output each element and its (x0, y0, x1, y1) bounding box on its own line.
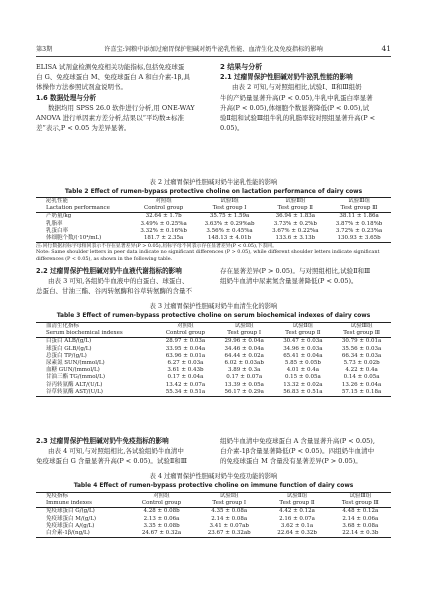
page-number: 41 (381, 44, 391, 53)
table-cell: 66.34 ± 0.03a (341, 352, 382, 359)
table-cell: 免疫球蛋白 G/(g/L) (46, 508, 95, 515)
table-header: 试验Ⅰ组 (219, 493, 239, 499)
paragraph-line: 差”表示,P < 0.05 为差异显著。 (36, 124, 131, 133)
running-header (36, 44, 391, 56)
table-row (36, 530, 391, 538)
paragraph-line: 总蛋白、甘油三酯、谷丙转氨酶和谷草转氨酶的含量不 (36, 287, 192, 296)
table-cell: 148.13 ± 4.01b (207, 235, 252, 242)
paragraph-line: 组奶牛血清中尿素氮含量显著降低(P < 0.05)。 (220, 277, 358, 286)
table-cell: 13.39 ± 0.05a (224, 381, 264, 388)
table-cell: 3.41 ± 0.07ab (209, 522, 249, 529)
table-cell: 22.14 ± 0.3b (342, 530, 379, 537)
table-cell: 5.85 ± 0.05b (284, 360, 321, 367)
table-cell: 尿素氮 SUN/(mmol/L) (46, 360, 105, 367)
table-cell: 65.41 ± 0.04a (283, 352, 323, 359)
table-cell: 63.96 ± 0.01a (165, 352, 206, 359)
table-cell: 白介素-1β/(ng/L) (46, 530, 90, 537)
table-row (36, 346, 391, 353)
table-header: 试验Ⅲ组 (350, 323, 373, 329)
table-cell: 13.26 ± 0.04a (341, 381, 382, 388)
table-row (36, 338, 391, 346)
right-column-top (220, 62, 392, 133)
table-cell: 免疫球蛋白 A/(g/L) (46, 522, 95, 529)
table-header: Lactation performance (46, 205, 110, 212)
table-cell: 4.01 ± 0.4a (286, 367, 320, 374)
table-cell: 血糖 GUN/(mmol/L) (46, 367, 100, 374)
table-cell: 体细胞个数/(·10⁴/mL) (46, 235, 102, 242)
section-2-3-left (36, 436, 212, 467)
table-cell: 3.35 ± 0.08b (143, 522, 180, 529)
table-header: 试验Ⅱ组 (292, 323, 314, 329)
table-cell: 22.64 ± 0.32b (277, 530, 317, 537)
table2 (36, 197, 391, 243)
table-cell: 免疫球蛋白 M/(g/L) (46, 515, 97, 522)
table2-note-en: Note: Same shoulder letters in peer data indicate no significant differences (P > 0.05), while different shoulder letters indicate significant differences (P < 0.05), as shown in the following table. (36, 249, 380, 262)
table2-caption (36, 179, 391, 196)
table-cell: 3.32% ± 0.16%b (140, 227, 187, 234)
table-cell: 38.11 ± 1.86a (339, 213, 379, 220)
table-cell: 35.56 ± 0.03a (341, 345, 382, 352)
table-header: Test group Ⅲ (340, 205, 378, 212)
table2-caption-cn: 表 2 过瘤胃保护性胆碱对奶牛泌乳性能的影响 (149, 179, 278, 186)
table-header: Test group Ⅱ (279, 500, 315, 507)
table-row (36, 353, 391, 360)
table2-note-cn: 注:同行数据肩标字母相同表示不存在显著差异(P > 0.05),肩标字母不同表示存在显著差异(P < 0.05),下表同。 (36, 243, 278, 249)
table-cell: 6.02 ± 0.03ab (224, 360, 264, 367)
table4-caption-en: Table 4 Effect of rumen-bypass protective choline on immune function of dairy cows (73, 482, 354, 489)
table-header: Control group (141, 500, 182, 507)
table-row (36, 389, 391, 397)
paragraph-line: 由表 3 可知,各组奶牛血液中的白蛋白、球蛋白、 (48, 277, 189, 286)
table-header: 试验Ⅲ组 (348, 198, 370, 204)
paragraph-line: 体操作方法参照试剂盒说明书。 (36, 83, 127, 92)
section-heading-2-2: 2.2 过瘤胃保护性胆碱对奶牛血液代谢指标的影响 (36, 267, 182, 275)
table-cell: 3.63% ± 0.29%ab (204, 220, 255, 227)
table-header: 试验Ⅲ组 (349, 493, 372, 499)
paragraph-line: 数据均用 SPSS 26.0 软件进行分析,用 ONE-WAY (48, 103, 195, 112)
table-cell: 4.48 ± 0.12a (342, 508, 379, 515)
table-row (36, 374, 391, 381)
table-cell: 32.64 ± 1.7b (145, 213, 182, 220)
table-cell: 谷丙转氨酶 ALT/(U/L) (46, 381, 103, 388)
table-cell: 56.17 ± 0.29a (224, 388, 264, 395)
table-cell: 3.73% ± 0.2%b (273, 220, 317, 227)
table-cell: 2.16 ± 0.07a (279, 515, 315, 522)
table-header: Test group Ⅱ (277, 205, 313, 212)
left-column-top (36, 62, 208, 133)
table-header: 试验Ⅱ组 (286, 493, 308, 499)
table-cell: 3.62 ± 0.1a (280, 522, 314, 529)
table-row (36, 221, 391, 228)
section-heading-2-1: 2.1 过瘤胃保护性胆碱对奶牛泌乳性能的影响 (220, 73, 353, 82)
section-heading-1-6: 1.6 数据处理与分析 (36, 93, 97, 102)
table-header: 对照组 (153, 493, 170, 499)
table-header: 试验Ⅱ组 (285, 198, 306, 204)
table-cell: 181.7 ± 2.35a (143, 235, 184, 242)
table-cell: 57.15 ± 0.18a (341, 388, 382, 395)
table-header: Control group (165, 330, 206, 337)
table-cell: 2.13 ± 0.06a (143, 515, 180, 522)
section-2-2-right (220, 266, 392, 286)
table-row (36, 228, 391, 235)
table3-caption-cn: 表 3 过瘤胃保护性胆碱对奶牛血清生化的影响 (149, 303, 278, 310)
table-cell: 3.49% ± 0.25%a (140, 220, 187, 227)
table-cell: 乳蛋白率 (46, 227, 69, 234)
table-header: Test group Ⅰ (227, 330, 262, 337)
section-2-2-left (36, 266, 212, 297)
table-header: Test group Ⅲ (341, 500, 379, 507)
table-cell: 24.67 ± 0.32a (141, 530, 182, 537)
table-cell: 35.75 ± 1.59a (209, 213, 250, 220)
table-row (36, 516, 391, 523)
header-rule (36, 56, 391, 57)
table-cell: 4.22 ± 0.4a (345, 367, 378, 374)
table3-caption (36, 303, 391, 320)
table-cell: 2.14 ± 0.08a (211, 515, 248, 522)
table-row (36, 213, 391, 221)
table-cell: 4.35 ± 0.08a (211, 508, 248, 515)
table-cell: 0.17 ± 0.04a (167, 374, 204, 381)
paragraph-line: 组奶牛血清中免疫球蛋白 A 含量显著升高(P < 0.05), (220, 437, 375, 445)
table-header: 血清生化指标 (46, 323, 80, 329)
table-cell: 0.15 ± 0.05a (284, 374, 321, 381)
table-cell: 133.6 ± 3.13b (275, 235, 316, 242)
paragraph-line: ANOVA 进行单因素方差分析,结果以“平均数±标准 (36, 114, 184, 123)
table-cell: 总蛋白 TP/(g/L) (46, 352, 87, 359)
table-cell: 谷草转氨酶 AST/(U/L) (46, 388, 103, 395)
table-cell: 球蛋白 GLB/(g/L) (46, 345, 92, 352)
paragraph-line: 验Ⅱ组和试验Ⅲ组牛乳的乳脂率较对照组显著升高(P < (220, 114, 376, 123)
table-cell: 34.46 ± 0.04a (224, 345, 264, 352)
table-cell: 甘油三酯 TG/(mmol/L) (46, 374, 105, 381)
table-header: 对照组 (155, 198, 172, 204)
table-cell: 2.14 ± 0.06a (342, 515, 379, 522)
table-header: 对照组 (177, 323, 194, 329)
table-cell: 55.34 ± 0.51a (165, 388, 206, 395)
table3-caption-en: Table 3 Effect of rumen-bypass protective choline on serum biochemical indexes of dairy cows (56, 312, 371, 319)
paragraph-line: 白 G、免疫球蛋白 M、免疫球蛋白 A 和白介素-1β,具 (36, 73, 190, 82)
paragraph-line: 0.05)。 (220, 124, 244, 133)
table-cell: 130.93 ± 3.65b (337, 235, 381, 242)
paragraph-line: 由表 4 可知,与对照组相比,各试验组奶牛血清中 (48, 447, 184, 456)
table-cell: 36.94 ± 1.83a (275, 213, 316, 220)
table-cell: 0.17 ± 0.07a (226, 374, 263, 381)
table-cell: 28.97 ± 0.03a (165, 338, 206, 345)
section-2-3-right (220, 436, 392, 467)
paragraph-line: 存在显著差异(P > 0.05)。与对照组相比,试验Ⅱ和Ⅲ (220, 267, 371, 275)
table-cell: 4.42 ± 0.12a (279, 508, 315, 515)
table-header: 泌乳性能 (46, 198, 69, 204)
table-row (36, 523, 391, 530)
running-title: 许喜宝:饲粮中添加过瘤胃保护胆碱对奶牛泌乳性能、血清生化及免疫指标的影响 (104, 46, 323, 53)
table-cell: 5.73 ± 0.02b (343, 360, 380, 367)
table-cell: 13.32 ± 0.02a (283, 381, 323, 388)
table-cell: 3.56% ± 0.45%a (206, 227, 253, 234)
paragraph-line: 免疫球蛋白 G 含量显著升高(P < 0.05)。试验Ⅱ和Ⅲ (36, 457, 188, 466)
table-cell: 乳脂率 (46, 220, 63, 227)
table-row (36, 235, 391, 243)
table-row (36, 508, 391, 516)
table-cell: 29.96 ± 0.04a (224, 338, 264, 345)
table-cell: 3.67% ± 0.22%a (272, 227, 319, 234)
table-cell: 0.14 ± 0.05a (343, 374, 380, 381)
table2-caption-en: Table 2 Effect of rumen-bypass protective choline on lactation performance of dairy cows (64, 188, 363, 195)
table4-caption (36, 473, 391, 490)
section-heading-2-3: 2.3 过瘤胃保护性胆碱对奶牛免疫指标的影响 (36, 437, 169, 445)
table4 (36, 492, 391, 538)
table3 (36, 322, 391, 397)
table-cell: 3.61 ± 0.43b (167, 367, 204, 374)
table-cell: 4.28 ± 0.08b (143, 508, 180, 515)
table-header: Test group Ⅱ (285, 330, 321, 337)
table-header: 试验Ⅰ组 (220, 198, 239, 204)
table-cell: 3.89 ± 0.3a (227, 367, 261, 374)
table-row (36, 382, 391, 389)
table-cell: 3.68 ± 0.08a (342, 522, 379, 529)
table-header: Test group Ⅰ (212, 205, 247, 212)
table-cell: 64.44 ± 0.02a (224, 352, 264, 359)
table-cell: 30.79 ± 0.01a (341, 338, 382, 345)
table-cell: 13.42 ± 0.07a (165, 381, 206, 388)
table4-caption-cn: 表 4 过瘤胃保护性胆碱对奶牛免疫功能的影响 (149, 473, 278, 480)
table-cell: 56.83 ± 0.51a (283, 388, 323, 395)
table-header: 试验Ⅰ组 (234, 323, 254, 329)
table-cell: 6.27 ± 0.03a (167, 360, 204, 367)
paragraph-line: 的免疫球蛋白 M 含量没有显著差异(P > 0.05)。 (220, 457, 362, 466)
table-cell: 34.96 ± 0.03a (283, 345, 323, 352)
table2-note (36, 243, 391, 262)
table-header: Immune indexes (46, 500, 92, 507)
table-cell: 白蛋白 ALB/(g/L) (46, 338, 92, 345)
table-cell: 产奶量/kg (46, 213, 72, 220)
table-cell: 3.87% ± 0.18%b (335, 220, 383, 227)
table-cell: 3.72% ± 0.23%a (335, 227, 383, 234)
table-header: 免疫指标 (46, 493, 69, 499)
table-header: Test group Ⅰ (212, 500, 247, 507)
table-header: Control group (144, 205, 184, 212)
paragraph-line: ELISA 试剂盒检测免疫相关功能指标,包括免疫球蛋 (36, 63, 185, 71)
paragraph-line: 升高(P < 0.05),体细胞个数显著降低(P < 0.05),试 (220, 103, 370, 112)
paragraph-line: 由表 2 可知,与对照组相比,试验Ⅰ、Ⅱ和Ⅲ组奶 (232, 83, 362, 92)
table-cell: 30.47 ± 0.03a (283, 338, 323, 345)
table-header: Test group Ⅲ (343, 330, 381, 337)
table-header: Serum biochemical indexes (46, 330, 123, 337)
table-cell: 33.95 ± 0.04a (165, 345, 206, 352)
table-cell: 23.67 ± 0.32ab (207, 530, 251, 537)
issue-label: 第3期 (36, 46, 53, 53)
paragraph-line: 白介素-1β含量显著降低(P < 0.05)。四组奶牛血清中 (220, 447, 375, 456)
section-heading-2: 2 结果与分析 (220, 63, 263, 71)
paragraph-line: 牛的产奶量显著升高(P < 0.05),牛乳中乳蛋白率显著 (220, 93, 373, 102)
